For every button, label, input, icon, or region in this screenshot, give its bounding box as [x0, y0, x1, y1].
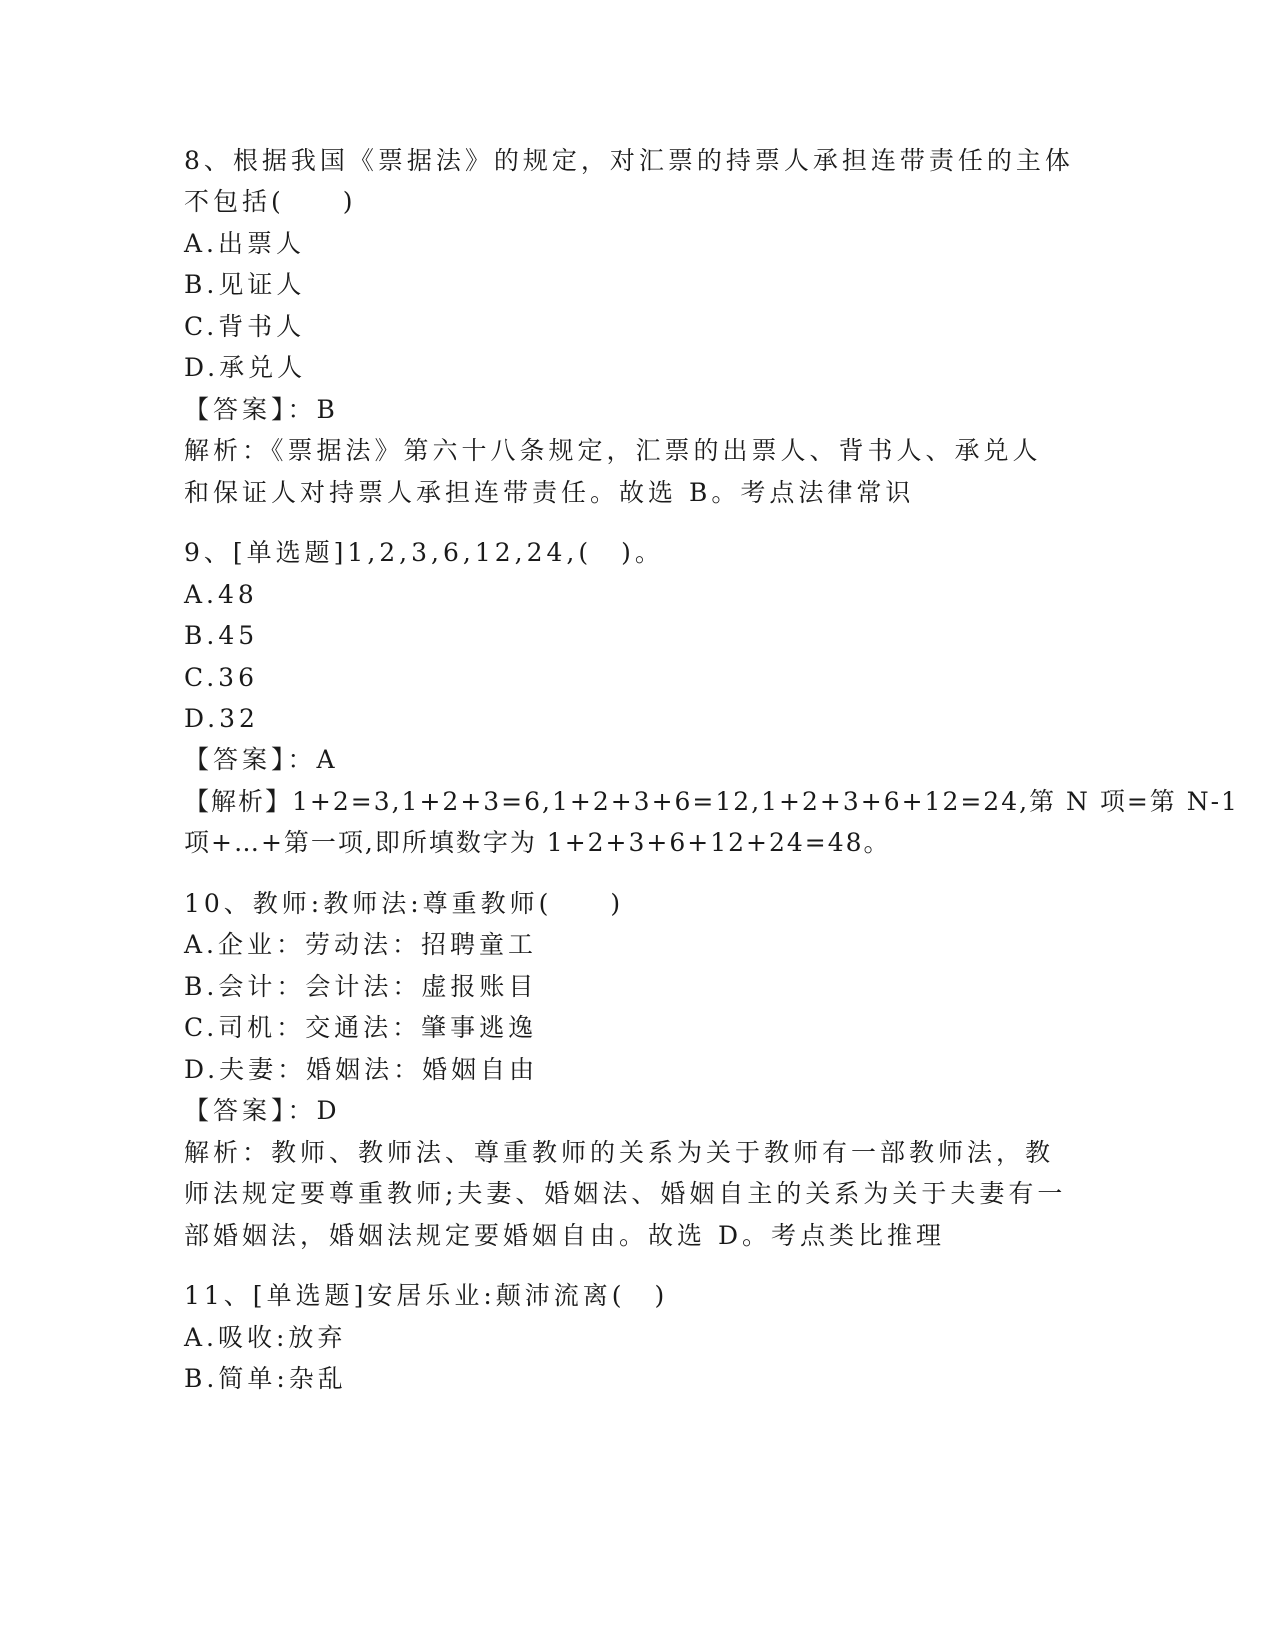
- question-8-stem-line-1: 8、根据我国《票据法》的规定，对汇票的持票人承担连带责任的主体: [184, 146, 1074, 175]
- question-8-option-c: C.背书人: [184, 312, 306, 341]
- question-10-option-c: C.司机：交通法：肇事逃逸: [184, 1013, 538, 1042]
- question-8-option-b: B.见证人: [184, 270, 306, 299]
- question-8-explanation-line-2: 和保证人对持票人承担连带责任。故选 B。考点法律常识: [184, 478, 915, 507]
- question-8-stem-line-2: 不包括( ): [184, 187, 357, 216]
- question-11-stem: 11、[单选题]安居乐业:颠沛流离( ): [184, 1281, 669, 1310]
- question-9-option-b: B.45: [184, 621, 259, 650]
- question-8-explanation-line-1: 解析：《票据法》第六十八条规定，汇票的出票人、背书人、承兑人: [184, 436, 1042, 465]
- question-10-explanation-line-2: 师法规定要尊重教师;夫妻、婚姻法、婚姻自主的关系为关于夫妻有一: [184, 1179, 1067, 1208]
- question-8-answer: 【答案】：B: [184, 395, 339, 424]
- question-11-option-b: B.简单:杂乱: [184, 1364, 347, 1393]
- question-10-option-b: B.会计：会计法：虚报账目: [184, 972, 538, 1001]
- question-10-explanation-line-3: 部婚姻法，婚姻法规定要婚姻自由。故选 D。考点类比推理: [184, 1221, 945, 1250]
- question-8-option-d: D.承兑人: [184, 353, 307, 382]
- question-10-stem: 10、教师:教师法:尊重教师( ): [184, 889, 625, 918]
- question-9-option-c: C.36: [184, 663, 258, 692]
- question-9-option-d: D.32: [184, 704, 259, 733]
- question-9-option-a: A.48: [184, 580, 258, 609]
- question-11-option-a: A.吸收:放弃: [184, 1323, 347, 1352]
- question-8-option-a: A.出票人: [184, 229, 306, 258]
- question-10-option-d: D.夫妻：婚姻法：婚姻自由: [184, 1055, 539, 1084]
- question-9-explanation-line-1: 【解析】1+2=3,1+2+3=6,1+2+3+6=12,1+2+3+6+12=24,第 N 项=第 N-1: [184, 787, 1239, 816]
- question-10-answer: 【答案】：D: [184, 1096, 341, 1125]
- question-9-stem: 9、[单选题]1,2,3,6,12,24,( )。: [184, 538, 664, 567]
- question-10-option-a: A.企业：劳动法：招聘童工: [184, 930, 538, 959]
- question-10-explanation-line-1: 解析：教师、教师法、尊重教师的关系为关于教师有一部教师法，教: [184, 1138, 1055, 1167]
- question-9-explanation-line-2: 项+…+第一项,即所填数字为 1+2+3+6+12+24=48。: [184, 828, 891, 857]
- question-9-answer: 【答案】：A: [184, 745, 339, 774]
